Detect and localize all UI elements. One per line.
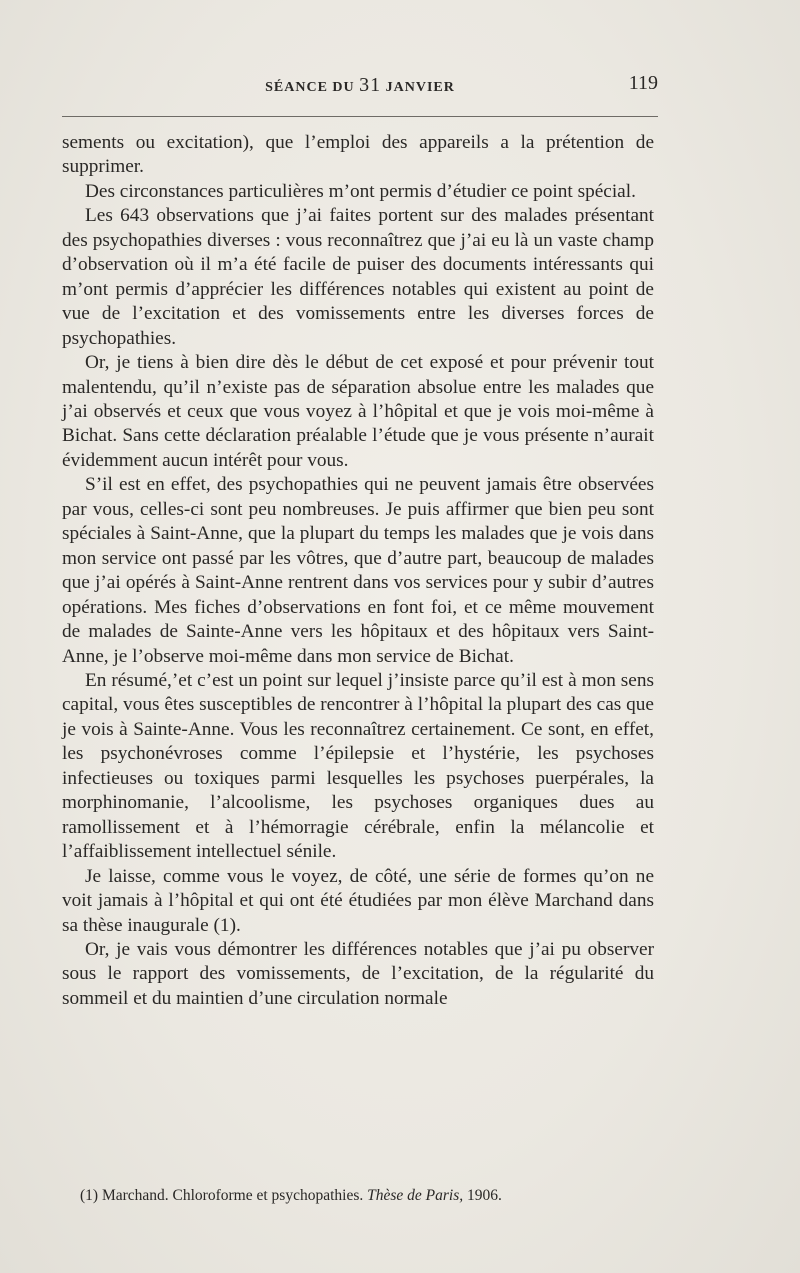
footnote-marker: (1) <box>80 1187 99 1204</box>
footnote-text: Marchand. Chloroforme et psychopathies. <box>101 1187 364 1204</box>
running-title-prefix: SÉANCE DU <box>265 80 355 95</box>
header-rule <box>62 116 658 117</box>
running-title <box>62 74 658 97</box>
paragraph: Or, je tiens à bien dire dès le début de cet exposé et pour prévenir tout malentendu, qu’il n’existe pas de séparation absolue entre les malades que j’ai observés et ceux que vous voyez à l’hôpital et que je vois moi-même à Bichat. Sans cette déclaration préalable l’étude que je vous présente n’aurait évidemment aucun intérêt pour vous. <box>62 352 654 471</box>
page-header <box>62 74 658 100</box>
paragraph: Je laisse, comme vous le voyez, de côté, une série de formes qu’on ne voit jamais à l’hôpital et qui ont été étudiées par mon élève Marchand dans sa thèse inaugurale (1). <box>62 865 654 936</box>
page-number: 119 <box>628 72 658 94</box>
paragraph: S’il est en effet, des psychopathies qui ne peuvent jamais être observées par vous, celles-ci sont peu nombreuses. Je puis affirmer que bien peu sont spéciales à Saint-Anne, que la plupart du temps les malades que je vois dans mon service ont passé par les vôtres, que d’autre part, beaucoup de malades que j’ai opérés à Saint-Anne rentrent dans vos services pour y subir d’autres opérations. Mes fiches d’observations en font foi, et ce même mouvement de malades de Sainte-Anne vers les hôpitaux et des hôpitaux vers Saint-Anne, je l’observe moi-même dans mon service de Bichat. <box>62 474 654 667</box>
paragraph-continued: sements ou excitation), que l’emploi des appareils a la prétention de supprimer. <box>62 132 654 178</box>
paragraph: Or, je vais vous démontrer les différences notables que j’ai pu observer sous le rapport des vomissements, de l’excitation, de la régularité du sommeil et du maintien d’une circulation normale <box>62 938 654 1009</box>
footnote-italic: Thèse de Paris, <box>367 1187 464 1204</box>
running-title-day: 31 <box>359 74 382 96</box>
paragraph: En résumé,’et c’est un point sur lequel j’insiste parce qu’il est à mon sens capital, vous êtes susceptibles de rencontrer à l’hôpital la plupart des cas que je vois à Sainte-Anne. Vous les reconnaîtrez certainement. Ce sont, en effet, les psychonévroses comme l’épilepsie et l’hystérie, les psychoses infectieuses ou toxiques parmi lesquelles les psychoses puerpérales, la morphinomanie, l’alcoolisme, les psychoses organiques dues au ramollissement et à l’hémorragie cérébrale, enfin la mélancolie et l’affaiblissement intellectuel sénile. <box>62 669 654 863</box>
paragraph: Les 643 observations que j’ai faites portent sur des malades présentant des psychopathies diverses : vous reconnaîtrez que j’ai eu là un vaste champ d’observation où il m’a été facile de puiser des documents intéressants qui m’ont permis d’apprécier les différences notables qui existent au point de vue de l’excitation et des vomissements entre les diverses forces de psychopathies. <box>62 205 654 349</box>
footnote <box>80 1186 654 1206</box>
running-title-month: JANVIER <box>385 80 455 95</box>
paragraph: Des circonstances particulières m’ont permis d’étudier ce point spécial. <box>85 180 636 202</box>
body-text <box>62 131 654 1011</box>
footnote-year: 1906. <box>467 1187 502 1204</box>
